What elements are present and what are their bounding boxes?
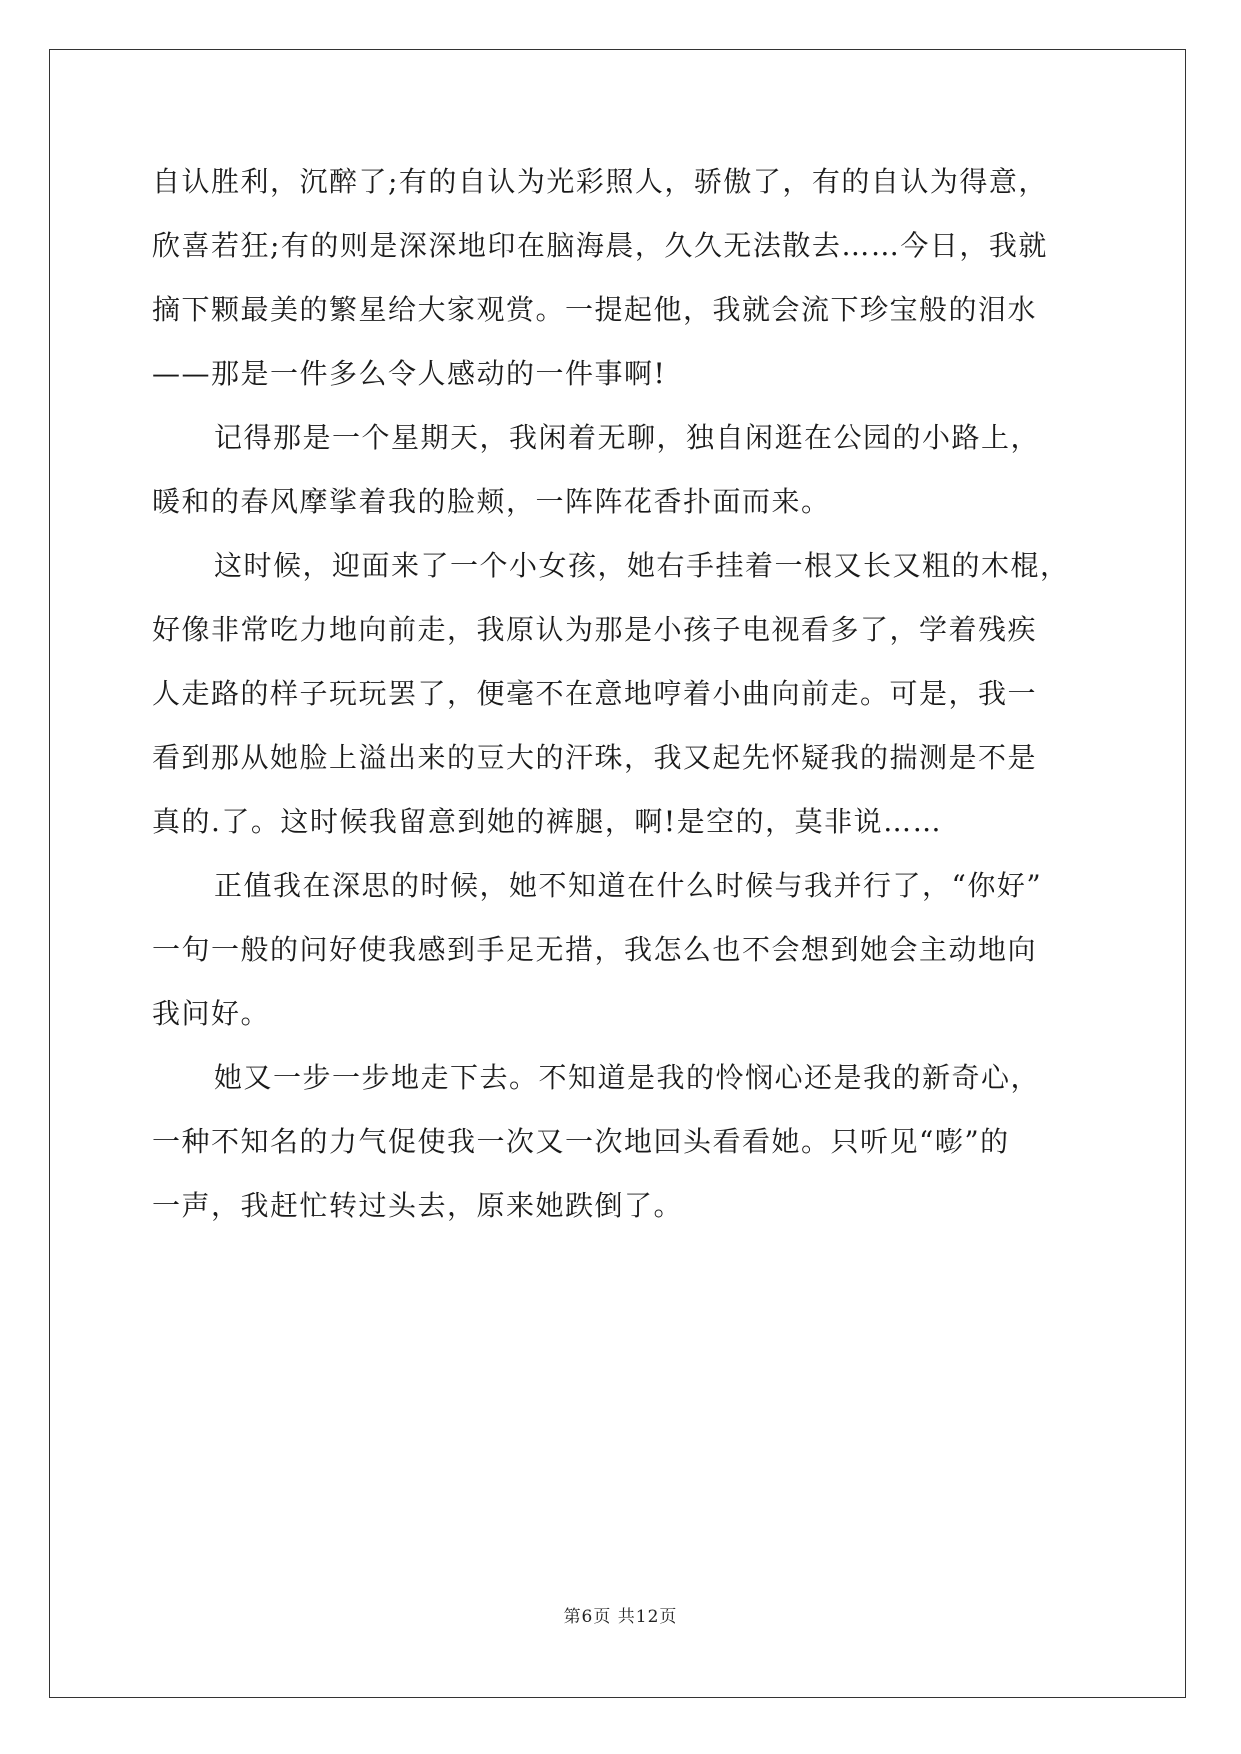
text-line: 我问好。 [152,997,271,1030]
text-line: 欣喜若狂;有的则是深深地印在脑海晨，久久无法散去……今日，我就 [152,229,1048,262]
paragraph-first-line: 正值我在深思的时候，她不知道在什么时候与我并行了，“你好” [214,869,1043,902]
paragraph-first-line: 记得那是一个星期天，我闲着无聊，独自闲逛在公园的小路上， [214,421,1041,454]
text-line: 看到那从她脸上溢出来的豆大的汗珠，我又起先怀疑我的揣测是不是 [152,741,1038,774]
paragraph-first-line: 这时候，迎面来了一个小女孩，她右手挂着一根又长又粗的木棍， [214,549,1070,582]
text-line: 暖和的春风摩挲着我的脸颊，一阵阵花香扑面而来。 [152,485,831,518]
text-line: 一种不知名的力气促使我一次又一次地回头看看她。只听见“嘭”的 [152,1125,1010,1158]
text-line: 人走路的样子玩玩罢了，便毫不在意地哼着小曲向前走。可是，我一 [152,677,1038,710]
text-line: ——那是一件多么令人感动的一件事啊! [152,357,667,390]
text-line: 一声，我赶忙转过头去，原来她跌倒了。 [152,1189,684,1222]
text-line: 一句一般的问好使我感到手足无措，我怎么也不会想到她会主动地向 [152,933,1038,966]
page-number-footer: 第6页 共12页 [563,1607,678,1627]
text-line: 真的.了。这时候我留意到她的裤腿，啊!是空的，莫非说…… [152,805,943,838]
document-body [152,150,1092,1238]
text-line: 自认胜利，沉醉了;有的自认为光彩照人，骄傲了，有的自认为得意， [152,165,1048,198]
paragraph-first-line: 她又一步一步地走下去。不知道是我的怜悯心还是我的新奇心， [214,1061,1041,1094]
text-line: 好像非常吃力地向前走，我原认为那是小孩子电视看多了，学着残疾 [152,613,1038,646]
text-line: 摘下颗最美的繁星给大家观赏。一提起他，我就会流下珍宝般的泪水 [152,293,1038,326]
